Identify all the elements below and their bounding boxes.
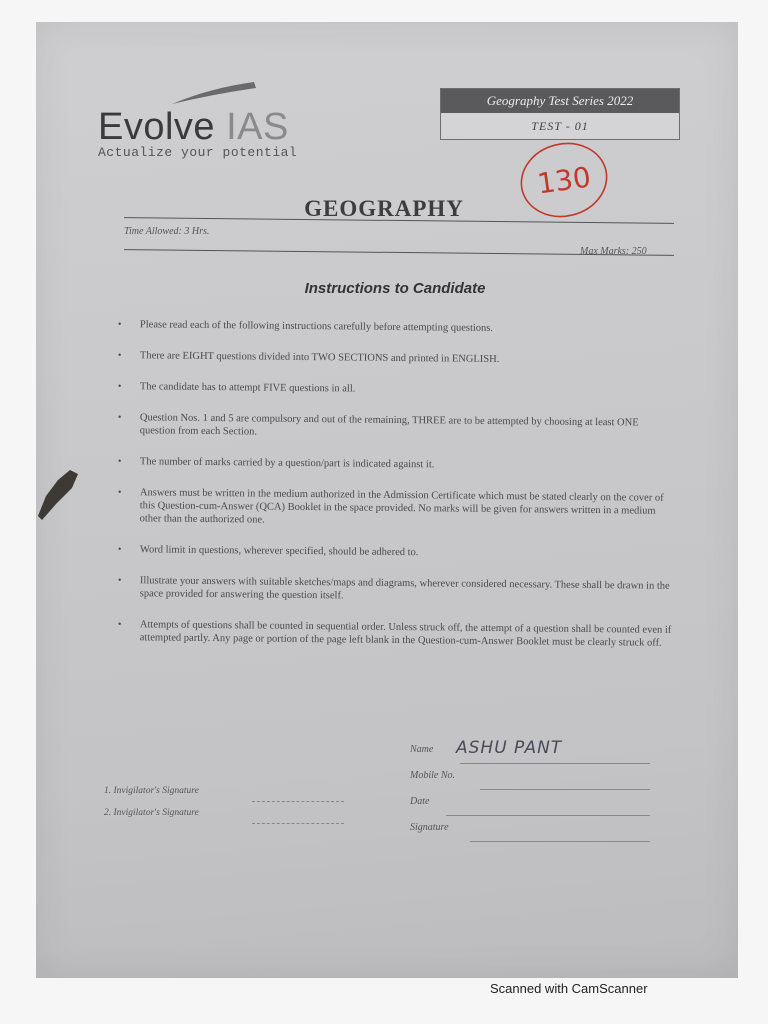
- test-series-title: Geography Test Series 2022: [441, 89, 679, 113]
- test-number: TEST - 01: [531, 119, 589, 133]
- invigilator-2-label: 2. Invigilator's Signature: [104, 808, 199, 818]
- logo-name-primary: Evolve: [98, 106, 216, 148]
- instruction-item: • Illustrate your answers with suitable sketches/maps and diagrams, wherever considered necessary. These shall be drawn in the space provided for answering the question itself.: [117, 575, 670, 602]
- score-value: 130: [535, 160, 593, 201]
- signature-label: Signature: [410, 822, 449, 833]
- mobile-field: [410, 770, 650, 796]
- page-tear-mark: [36, 466, 82, 522]
- max-marks: Max Marks: 250: [580, 246, 647, 257]
- instruction-item: • Attempts of questions shall be counted in sequential order. Unless struck off, the attempt of a question shall be counted even if attempted partly. Any page or portion of the page left blank in the Question-cum-Answer Booklet must be clearly struck off.: [117, 619, 672, 649]
- invigilator-signatures: [104, 786, 344, 830]
- candidate-details: [410, 738, 650, 848]
- signature-field: [410, 822, 650, 848]
- instructions-list: [114, 318, 674, 662]
- invigilator-2-field: [104, 808, 344, 830]
- instruction-item: • Answers must be written in the medium authorized in the Admission Certificate which must be stated clearly on the cover of this Question-cum-Answer (QCA) Booklet in the space provided. No marks will be given for answers written in a medium other than the authorized one.: [117, 487, 664, 526]
- logo-name-secondary: IAS: [226, 106, 289, 148]
- invigilator-1-label: 1. Invigilator's Signature: [104, 786, 199, 796]
- mobile-label: Mobile No.: [410, 770, 455, 781]
- instructions-heading: Instructions to Candidate: [304, 280, 486, 297]
- scanner-watermark: Scanned with CamScanner: [490, 981, 648, 996]
- instruction-item: • Word limit in questions, wherever specified, should be adhered to.: [117, 544, 419, 559]
- logo-swoosh-icon: [170, 82, 260, 106]
- name-field: [410, 738, 650, 770]
- invigilator-1-field: [104, 786, 344, 808]
- name-label: Name: [410, 744, 434, 755]
- logo-tagline: Actualize your potential: [98, 145, 298, 160]
- test-series-box: [440, 88, 680, 140]
- instruction-item: • The number of marks carried by a question/part is indicated against it.: [117, 456, 435, 471]
- time-allowed: Time Allowed: 3 Hrs.: [124, 226, 210, 237]
- name-value: ASHU PANT: [456, 738, 563, 758]
- subject-title: GEOGRAPHY: [304, 196, 464, 221]
- date-label: Date: [410, 796, 430, 807]
- brand-logo: [98, 106, 289, 149]
- instruction-item: • Please read each of the following instructions carefully before attempting questions.: [117, 319, 494, 334]
- date-field: [410, 796, 650, 822]
- instruction-item: • There are EIGHT questions divided into TWO SECTIONS and printed in ENGLISH.: [117, 350, 500, 366]
- instruction-item: • Question Nos. 1 and 5 are compulsory and out of the remaining, THREE are to be attempted by choosing at least ONE question from each Section.: [117, 412, 639, 438]
- instruction-item: • The candidate has to attempt FIVE questions in all.: [117, 381, 356, 395]
